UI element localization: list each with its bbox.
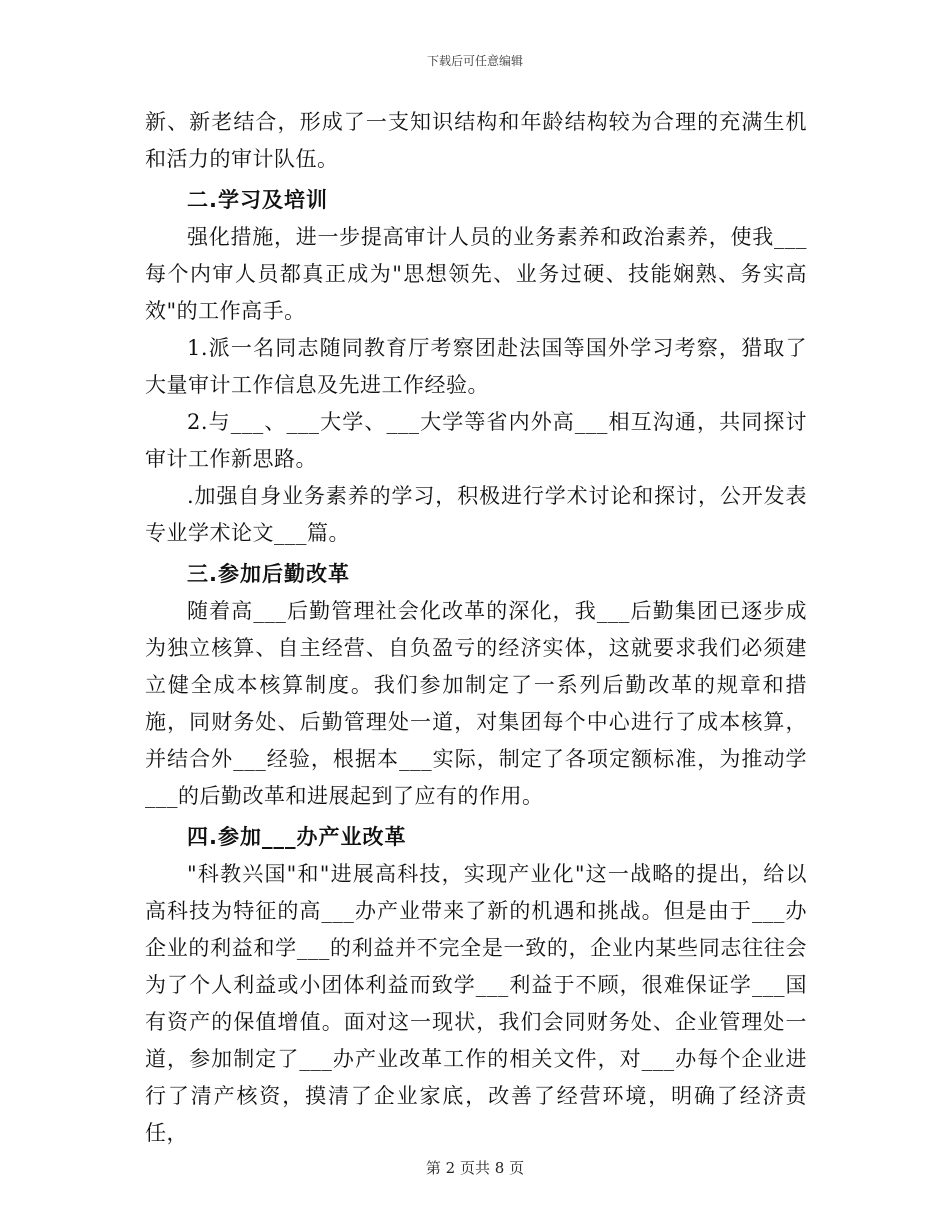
page-header: 下载后可任意编辑 <box>426 54 523 68</box>
document-body <box>145 104 807 1152</box>
paragraph: 强化措施，进一步提高审计人员的业务素养和政治素养，使我___每个内审人员都真正成为"思想领先、业务过硬、技能娴熟、务实高效"的工作高手。 <box>145 225 807 323</box>
list-item: 2.与___、___大学、___大学等省内外高___相互沟通，共同探讨审计工作新思路。 <box>145 410 807 471</box>
page-footer: 第 2 页共 8 页 <box>425 1159 525 1177</box>
section-heading: 二.学习及培训 <box>187 188 328 212</box>
list-item: .加强自身业务素养的学习，积极进行学术讨论和探讨，公开发表专业学术论文___篇。 <box>145 484 807 545</box>
list-item: 1.派一名同志随同教育厅考察团赴法国等国外学习考察，猎取了大量审计工作信息及先进工作经验。 <box>145 336 807 397</box>
paragraph: 新、新老结合，形成了一支知识结构和年龄结构较为合理的充满生机和活力的审计队伍。 <box>145 110 807 171</box>
section-heading: 四.参加___办产业改革 <box>187 825 407 849</box>
paragraph: "科教兴国"和"进展高科技，实现产业化"这一战略的提出，给以高科技为特征的高___办产业带来了新的机遇和挑战。但是由于___办企业的利益和学___的利益并不完全是一致的，企业内某些同志往往会为了个人利益或小团体利益而致学___利益于不顾，很难保证学___国有资产的保值增值。面对这一现状，我们会同财务处、企业管理处一道，参加制定了___办产业改革工作的相关文件，对___办每个企业进行了清产核资，摸清了企业家底，改善了经营环境，明确了经济责任， <box>145 862 807 1145</box>
paragraph: 随着高___后勤管理社会化改革的深化，我___后勤集团已逐步成为独立核算、自主经营、自负盈亏的经济实体，这就要求我们必须建立健全成本核算制度。我们参加制定了一系列后勤改革的规章和措施，同财务处、后勤管理处一道，对集团每个中心进行了成本核算，并结合外___经验，根据本___实际，制定了各项定额标准，为推动学___的后勤改革和进展起到了应有的作用。 <box>145 599 807 808</box>
section-heading: 三.参加后勤改革 <box>187 562 350 586</box>
